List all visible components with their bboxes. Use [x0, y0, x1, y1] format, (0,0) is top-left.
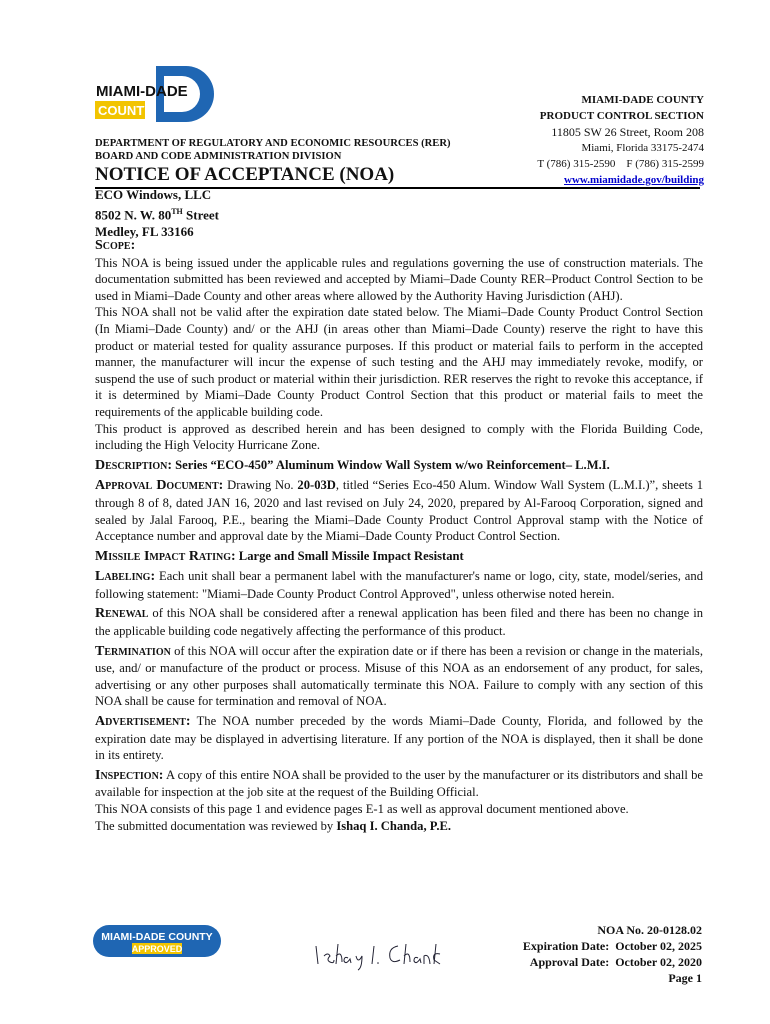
noa-body	[95, 238, 703, 834]
department-block	[95, 137, 451, 163]
logo-text-top: MIAMI-DADE	[96, 83, 188, 100]
scope-paragraph-3: This product is approved as described herein and has been designed to comply with the Florida Building Code, including the High Velocity Hurricane Zone.	[95, 421, 703, 453]
reviewer-signature	[312, 938, 442, 972]
city-address: Miami, Florida 33175-2474	[581, 142, 704, 154]
renewal-section	[95, 605, 703, 639]
logo-text-bottom: COUNTY	[98, 103, 153, 118]
approval-text: , titled “Series Eco-450 Alum. Window Wall System (L.M.I.)”, sheets 1 through 8 of 8, dated JAN 16, 2020 and last revised on July 24, 2020, prepared by Al-Farooq Corporation, signed and sealed by Jalal Farooq, P.E., bearing the Miami–Dade County Product Control Approval stamp with the Notice of Acceptance number and approval date by the Miami–Dade County Product Control Section.	[95, 478, 703, 544]
company-street: 8502 N. W. 80TH Street	[95, 207, 219, 223]
reviewer-line	[95, 818, 703, 835]
description-section	[95, 457, 703, 475]
inspection-text: A copy of this entire NOA shall be provided to the user by the manufacturer or its distributors and shall be available for inspection at the job site at the request of the Building Official.	[95, 767, 703, 800]
approval-section	[95, 477, 703, 544]
department-line: DEPARTMENT OF REGULATORY AND ECONOMIC RESOURCES (RER)	[95, 138, 451, 149]
advertisement-text: The NOA number preceded by the words Miami–Dade County, Florida, and followed by the expiration date may be displayed in advertising literature. If any portion of the NOA is displayed, then it shall be done in its entirety.	[95, 714, 703, 763]
company-city: Medley, FL 33166	[95, 224, 194, 240]
scope-heading: Scope:	[95, 238, 136, 253]
approval-text-pre: Drawing No.	[227, 478, 298, 493]
agency-name: MIAMI-DADE COUNTY	[581, 94, 704, 106]
miami-dade-logo	[94, 66, 214, 124]
stamp-approved-text: APPROVED	[131, 944, 183, 954]
description-text: Series “ECO-450” Aluminum Window Wall System w/wo Reinforcement– L.M.I.	[175, 457, 610, 472]
description-heading: Description:	[95, 457, 173, 473]
drawing-number: 20-03D	[297, 478, 336, 493]
scope-paragraph-1: This NOA is being issued under the applicable rules and regulations governing the use of construction materials. The documentation submitted has been reviewed and accepted by Miami–Dade County RER–Product Control Section to be used in Miami–Dade County and other areas where allowed by the Authority Having Jurisdiction (AHJ).	[95, 255, 703, 303]
division-line: BOARD AND CODE ADMINISTRATION DIVISION	[95, 151, 342, 162]
reviewer-text: The submitted documentation was reviewed by	[95, 818, 337, 833]
approved-stamp	[92, 924, 222, 958]
termination-section	[95, 643, 703, 710]
advertisement-heading: Advertisement:	[95, 714, 191, 730]
noa-number: NOA No. 20-0128.02	[597, 923, 702, 937]
missile-text: Large and Small Missile Impact Resistant	[238, 548, 464, 563]
renewal-heading: Renewal	[95, 606, 149, 622]
labeling-text: Each unit shall bear a permanent label with the manufacturer's name or logo, city, state, model/series, and following statement: "Miami–Dade County Product Control Approved", unless otherwise noted herein.	[95, 569, 703, 601]
stamp-county-text: MIAMI-DADE COUNTY	[101, 931, 213, 943]
inspection-section	[95, 767, 703, 801]
inspection-heading: Inspection:	[95, 767, 164, 783]
termination-text: of this NOA will occur after the expiration date or if there has been a revision or change in the materials, use, and/ or manufacture of the product or process. Misuse of this NOA as an endorsement of any product, for sales, advertising or any other purposes shall automatically terminate this NOA. Failure to comply with any section of this NOA shall be cause for termination and removal of NOA.	[95, 643, 703, 709]
company-block	[95, 186, 219, 240]
missile-section	[95, 548, 703, 566]
expiration-date: Expiration Date: October 02, 2025	[522, 939, 702, 953]
section-name: PRODUCT CONTROL SECTION	[539, 110, 704, 122]
noa-footer	[523, 922, 702, 986]
noa-consists-line: This NOA consists of this page 1 and evidence pages E-1 as well as approval document mentioned above.	[95, 802, 629, 816]
reviewer-name: Ishaq I. Chanda, P.E.	[336, 818, 452, 833]
scope-paragraph-2: This NOA shall not be valid after the expiration date stated below. The Miami–Dade County Product Control Section (In Miami–Dade County) and/ or the AHJ (in areas other than Miami–Dade County) reserve the right to have this product or material tested for quality assurance purposes. If this product or material fails to perform in the accepted manner, the manufacturer will incur the expense of such testing and the AHJ may immediately revoke, modify, or suspend the use of such product or material within their jurisdiction. RER reserves the right to revoke this acceptance, if it is determined by Miami–Dade County Product Control Section that this product or material fails to meet the requirements of the applicable building code.	[95, 305, 703, 419]
street-address: 11805 SW 26 Street, Room 208	[551, 125, 704, 139]
page-number: Page 1	[668, 971, 702, 985]
labeling-heading: Labeling:	[95, 569, 156, 585]
approval-heading: Approval Document:	[95, 478, 224, 494]
company-name: ECO Windows, LLC	[95, 187, 212, 202]
labeling-section	[95, 568, 703, 602]
missile-heading: Missile Impact Rating:	[95, 548, 236, 564]
phone-fax: T (786) 315-2590 F (786) 315-2599	[537, 158, 704, 170]
website-link[interactable]: www.miamidade.gov/building	[564, 174, 704, 186]
renewal-text: of this NOA shall be considered after a renewal application has been filed and there has been no change in the applicable building code negatively affecting the performance of this product.	[95, 606, 703, 639]
advertisement-section	[95, 713, 703, 764]
termination-heading: Termination	[95, 643, 171, 659]
page-title: NOTICE OF ACCEPTANCE (NOA)	[95, 164, 700, 189]
approval-date: Approval Date: October 02, 2020	[529, 955, 702, 969]
